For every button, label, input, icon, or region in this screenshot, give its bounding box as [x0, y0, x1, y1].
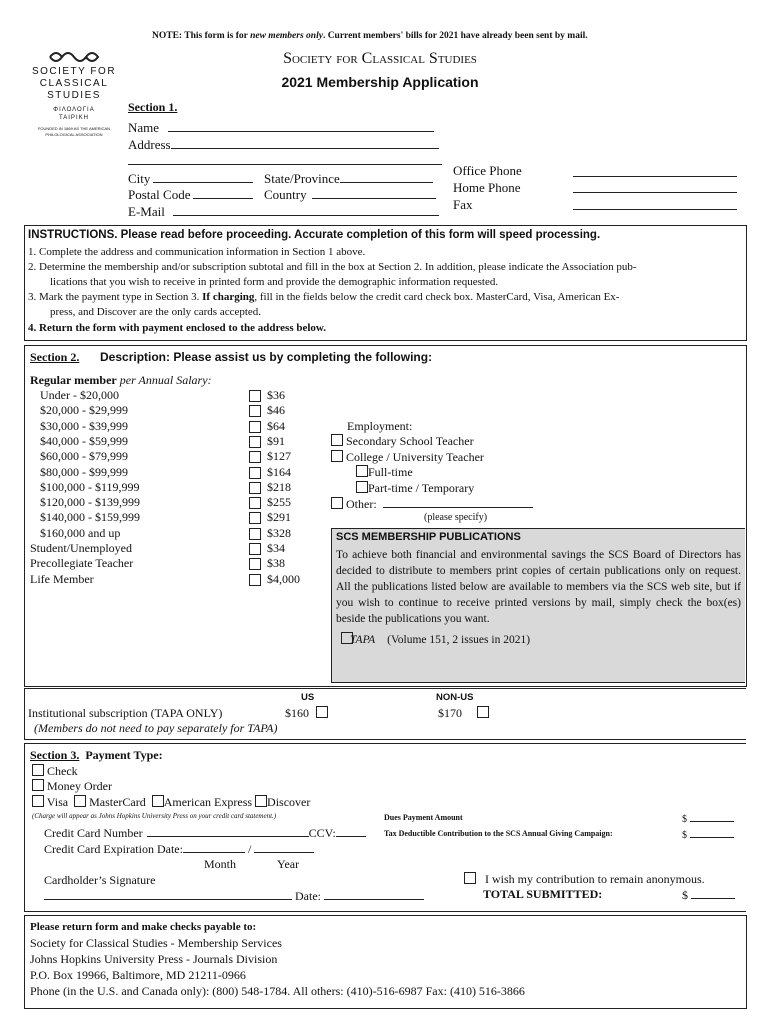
- logo-line1: SOCIETY FOR: [31, 66, 117, 77]
- secondary-teacher-label: Secondary School Teacher: [346, 434, 474, 448]
- rate-price: $91: [267, 434, 285, 448]
- full-time-checkbox[interactable]: [356, 465, 368, 477]
- logo-line3: STUDIES: [47, 90, 101, 101]
- cc-number-label: Credit Card Number: [44, 826, 143, 840]
- rate-label: $140,000 - $159,999: [40, 510, 140, 524]
- rate-label: $160,000 and up: [40, 526, 121, 540]
- email-label: E-Mail: [128, 204, 165, 219]
- logo-small1: FOUNDED IN 1869 AS THE AMERICAN: [37, 126, 111, 131]
- cc-exp-month-field[interactable]: [183, 841, 245, 853]
- rate-price: $38: [267, 556, 285, 570]
- institutional-note: (Members do not need to pay separately for TAPA): [34, 721, 278, 735]
- rate-label: $20,000 - $29,999: [40, 403, 128, 417]
- logo-small2: PHILOLOGICAL ASSOCIATION: [45, 132, 103, 137]
- name-label: Name: [128, 120, 160, 135]
- other-employment-checkbox[interactable]: [331, 497, 343, 509]
- home-phone-label: Home Phone: [453, 180, 521, 195]
- rate-price: $164: [267, 465, 291, 479]
- rate-price: $328: [267, 526, 291, 540]
- name-field[interactable]: [168, 120, 434, 132]
- ccv-label: CCV:: [308, 826, 336, 840]
- discover-label: Discover: [267, 795, 311, 809]
- cc-number-field[interactable]: [147, 825, 309, 837]
- rate-checkbox[interactable]: [249, 574, 261, 586]
- footer-line4: Phone (in the U.S. and Canada only): (800) 548-1784. All others: (410)-516-6987 Fax: (410) 516-3866: [30, 984, 525, 998]
- tapa-label: TAPA: [350, 634, 376, 646]
- section3-label: Section 3.: [30, 748, 80, 762]
- state-label: State/Province: [264, 171, 340, 186]
- instruction-3a-bold: If charging: [202, 291, 255, 303]
- footer-line2: Johns Hopkins University Press - Journals Division: [30, 952, 278, 966]
- rate-label: Life Member: [30, 572, 94, 586]
- logo-greek1: ΦΙΛΟΛΟΓΙΑ: [53, 107, 95, 113]
- publications-text: To achieve both financial and environmental savings the SCS Board of Directors has decided to distribute to members print copies of certain publications only on request. All the publications listed below are available to members via the SCS web site, but if you wish to continue to receive printed versions by mail, simply check the box(es) beside the publications you want.: [336, 549, 741, 625]
- rate-label: $120,000 - $139,999: [40, 495, 140, 509]
- employment-label: Employment:: [347, 419, 413, 433]
- section1-label: Section 1.: [128, 100, 178, 114]
- cc-exp-label: Credit Card Expiration Date:: [44, 842, 183, 856]
- dues-dollar: $: [682, 814, 687, 825]
- scs-logo: [28, 50, 120, 138]
- country-field[interactable]: [312, 187, 436, 199]
- instruction-1: 1. Complete the address and communication information in Section 1 above.: [28, 246, 366, 258]
- instruction-4: 4. Return the form with payment enclosed to the address below.: [28, 322, 327, 334]
- contribution-dollar: $: [682, 830, 687, 841]
- scroll-ornament-icon: [44, 50, 104, 64]
- rate-checkbox[interactable]: [249, 558, 261, 570]
- instruction-3a-post: , fill in the fields below the credit card check box. MasterCard, Visa, American Ex-: [254, 291, 620, 303]
- ccv-field[interactable]: [336, 825, 366, 837]
- rate-checkbox[interactable]: [249, 451, 261, 463]
- date-slash: /: [247, 842, 252, 856]
- rate-label: Student/Unemployed: [30, 541, 132, 555]
- part-time-checkbox[interactable]: [356, 481, 368, 493]
- check-label: Check: [47, 764, 78, 778]
- note-suffix: . Current members' bills for 2021 have already been sent by mail.: [322, 31, 588, 41]
- rate-checkbox[interactable]: [249, 390, 261, 402]
- city-field[interactable]: [153, 171, 253, 183]
- rate-label: Under - $20,000: [40, 388, 119, 402]
- rate-checkbox[interactable]: [249, 543, 261, 555]
- email-field[interactable]: [173, 204, 439, 216]
- org-title: Society for Classical Studies: [283, 50, 477, 67]
- visa-checkbox[interactable]: [32, 795, 44, 807]
- logo-greek2: ΤΑΙΡΙΚΗ: [59, 115, 89, 121]
- institutional-label: Institutional subscription (TAPA ONLY): [28, 706, 223, 720]
- country-label: Country: [264, 187, 307, 202]
- year-caption: Year: [277, 857, 300, 871]
- form-title: 2021 Membership Application: [281, 74, 479, 90]
- footer-heading: Please return form and make checks payable to:: [30, 921, 257, 933]
- note-prefix: NOTE: This form is for: [152, 31, 251, 41]
- address-field[interactable]: [171, 137, 439, 149]
- instruction-2b: lications that you wish to receive in printed form and provide the demographic information requested.: [50, 276, 499, 288]
- contribution-field[interactable]: [690, 828, 734, 838]
- rate-label: Precollegiate Teacher: [30, 556, 134, 570]
- signature-label: Cardholder’s Signature: [44, 873, 156, 887]
- payment-type-title: Payment Type:: [85, 748, 163, 762]
- check-checkbox[interactable]: [32, 764, 44, 776]
- date-label: Date:: [295, 889, 321, 903]
- address-line-2[interactable]: [128, 164, 442, 165]
- nonus-subscription-checkbox[interactable]: [477, 706, 489, 718]
- college-teacher-label: College / University Teacher: [346, 450, 484, 464]
- cc-exp-year-field[interactable]: [254, 841, 314, 853]
- dues-field[interactable]: [690, 812, 734, 822]
- rate-price: $4,000: [267, 572, 300, 586]
- regular-member-note: per Annual Salary:: [116, 373, 212, 387]
- money-order-label: Money Order: [47, 779, 112, 793]
- footer-line1: Society for Classical Studies - Membership Services: [30, 936, 282, 950]
- rate-price: $218: [267, 480, 291, 494]
- publications-title: SCS MEMBERSHIP PUBLICATIONS: [336, 531, 521, 543]
- instructions-heading: INSTRUCTIONS. Please read before proceeding. Accurate completion of this form will speed processing.: [28, 229, 601, 241]
- footer-line3: P.O. Box 19966, Baltimore, MD 21211-0966: [30, 968, 246, 982]
- logo-line2: CLASSICAL: [39, 78, 109, 89]
- instruction-2a: 2. Determine the membership and/or subscription subtotal and fill in the box at Section 2. In addition, please indicate the Association pub-: [28, 261, 637, 273]
- us-column-header: US: [301, 692, 315, 703]
- instruction-3a-pre: 3. Mark the payment type in Section 3.: [28, 291, 203, 303]
- fax-field[interactable]: [573, 209, 737, 210]
- state-field[interactable]: [340, 171, 433, 183]
- month-caption: Month: [204, 857, 237, 871]
- nonus-column-header: NON-US: [436, 692, 474, 703]
- rate-checkbox[interactable]: [249, 467, 261, 479]
- total-dollar: $: [682, 888, 688, 902]
- anonymous-label: I wish my contribution to remain anonymous.: [485, 872, 705, 886]
- section2-description: Description: Please assist us by completing the following:: [100, 350, 433, 364]
- section2-label: Section 2.: [30, 350, 80, 364]
- rate-checkbox[interactable]: [249, 405, 261, 417]
- amex-label: American Express: [163, 795, 253, 809]
- please-specify-label: (please specify): [424, 512, 488, 523]
- rate-price: $36: [267, 388, 285, 402]
- address-label: Address: [128, 137, 171, 152]
- us-subscription-checkbox[interactable]: [316, 706, 328, 718]
- mastercard-label: MasterCard: [89, 795, 146, 809]
- rate-price: $255: [267, 495, 291, 509]
- note-emphasis: new members only: [250, 31, 323, 41]
- date-field[interactable]: [324, 888, 424, 900]
- visa-label: Visa: [46, 795, 69, 809]
- instruction-3b: press, and Discover are the only cards accepted.: [50, 306, 262, 318]
- part-time-label: Part-time / Temporary: [368, 481, 475, 495]
- dues-label: Dues Payment Amount: [384, 813, 463, 822]
- home-phone-field[interactable]: [573, 192, 737, 193]
- rate-label: $60,000 - $79,999: [40, 449, 128, 463]
- rate-checkbox[interactable]: [249, 421, 261, 433]
- tapa-detail: (Volume 151, 2 issues in 2021): [387, 634, 531, 646]
- rate-checkbox[interactable]: [249, 512, 261, 524]
- signature-field[interactable]: [44, 888, 292, 900]
- postal-label: Postal Code: [128, 187, 191, 202]
- city-label: City: [128, 171, 151, 186]
- regular-member-label: Regular member: [30, 373, 117, 387]
- secondary-teacher-checkbox[interactable]: [331, 434, 343, 446]
- rate-checkbox[interactable]: [249, 497, 261, 509]
- anonymous-checkbox[interactable]: [464, 872, 476, 884]
- rate-price: $127: [267, 449, 291, 463]
- fax-label: Fax: [453, 197, 473, 212]
- rate-checkbox[interactable]: [249, 528, 261, 540]
- charge-note: (Charge will appear as Johns Hopkins University Press on your credit card statement.): [32, 812, 277, 820]
- rate-label: $100,000 - $119,999: [40, 480, 140, 494]
- contribution-label: Tax Deductible Contribution to the SCS Annual Giving Campaign:: [384, 829, 613, 838]
- other-employment-label: Other:: [346, 497, 377, 511]
- rate-label: $40,000 - $59,999: [40, 434, 128, 448]
- rate-price: $64: [267, 419, 285, 433]
- rate-label: $30,000 - $39,999: [40, 419, 128, 433]
- office-phone-label: Office Phone: [453, 163, 522, 178]
- rate-checkbox[interactable]: [249, 436, 261, 448]
- full-time-label: Full-time: [368, 465, 413, 479]
- mastercard-checkbox[interactable]: [74, 795, 86, 807]
- rate-price: $46: [267, 403, 285, 417]
- total-label: TOTAL SUBMITTED:: [483, 887, 603, 901]
- total-field[interactable]: [691, 887, 735, 899]
- nonus-price: $170: [438, 706, 462, 720]
- amex-checkbox[interactable]: [152, 795, 164, 807]
- rate-price: $34: [267, 541, 285, 555]
- rate-price: $291: [267, 510, 291, 524]
- money-order-checkbox[interactable]: [32, 779, 44, 791]
- college-teacher-checkbox[interactable]: [331, 450, 343, 462]
- rate-checkbox[interactable]: [249, 482, 261, 494]
- rate-label: $80,000 - $99,999: [40, 465, 128, 479]
- us-price: $160: [285, 706, 309, 720]
- discover-checkbox[interactable]: [255, 795, 267, 807]
- office-phone-field[interactable]: [573, 176, 737, 177]
- postal-field[interactable]: [193, 187, 253, 199]
- other-employment-field[interactable]: [383, 496, 533, 508]
- top-note: [152, 31, 588, 41]
